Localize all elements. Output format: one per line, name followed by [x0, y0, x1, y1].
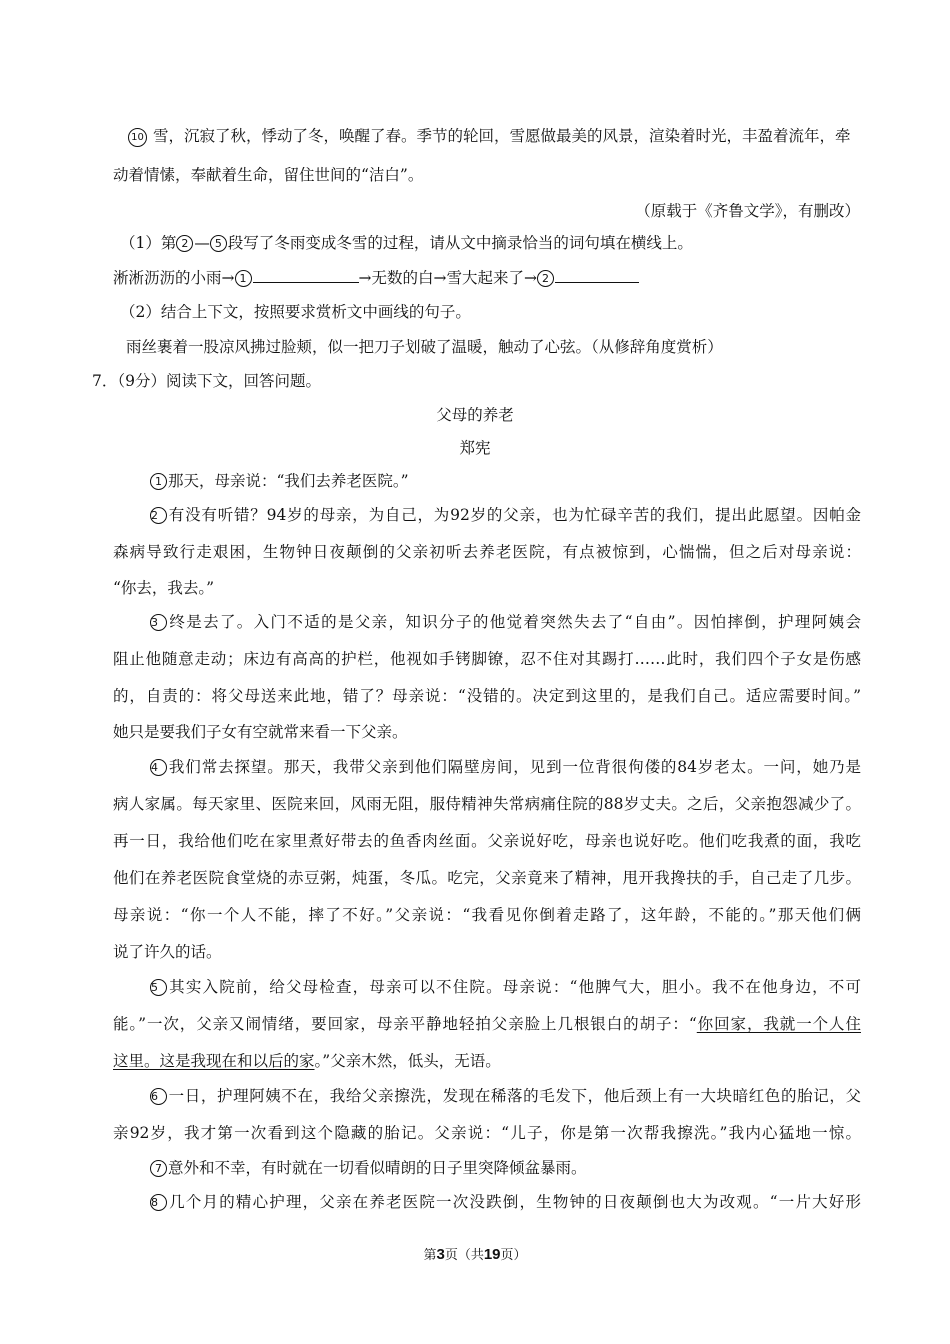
article-para-3-line-2: 阻止他随意走动；床边有高高的护栏，他视如手铐脚镣，忍不住对其踢打……此时，我们四个子女是伤感: [113, 650, 861, 668]
article-para-8-line-1: 8 几个月的精心护理，父亲在养老医院一次没跌倒，生物钟的日夜颠倒也大为改观。“一片大好形: [151, 1193, 861, 1211]
article-para-4-line-3: 再一日，我给他们吃在家里煮好带去的鱼香肉丝面。父亲说好吃，母亲也说好吃。他们吃我煮的面，我吃: [113, 832, 861, 850]
underlined-sentence-cont: 这里。这是我现在和以后的家: [113, 1052, 315, 1070]
page-number: 3: [436, 1246, 445, 1263]
question-2-sentence: 雨丝裹着一股凉风拂过脸颊，似一把刀子划破了温暖，触动了心弦。（从修辞角度赏析）: [126, 338, 723, 356]
page-footer: 第3页（共19页）: [423, 1246, 527, 1263]
article-para-4-line-5: 母亲说：“你一个人不能，摔了不好。”父亲说：“我看见你倒着走路了，这年龄，不能的。”那天他们俩: [113, 906, 861, 924]
answer-blank-2-marker: 2: [537, 270, 554, 287]
answer-blank-1[interactable]: [253, 268, 359, 283]
article-title: 父母的养老: [436, 406, 514, 424]
answer-blank-1-marker: 1: [235, 270, 252, 287]
source-note: （原载于《齐鲁文学》，有删改）: [635, 202, 860, 220]
article-para-6-line-2: 亲92岁，我才第一次看到这个隐藏的胎记。父亲说：“儿子，你是第一次帮我擦洗。”我内心猛地一惊。: [113, 1124, 861, 1142]
article-author: 郑宪: [459, 439, 491, 457]
article-para-2-line-2: 森病导致行走艰困，生物钟日夜颠倒的父亲初听去养老医院，有点被惊到，心惴惴，但之后对母亲说：: [113, 543, 861, 561]
article-para-5-line-1: 5 其实入院前，给父母检查，母亲可以不住院。母亲说：“他脾气大，胆小。我不在他身边，不可: [151, 978, 861, 996]
question-2: （2）结合上下文，按照要求赏析文中画线的句子。: [120, 303, 471, 321]
para-number-10: 10: [128, 128, 147, 147]
article-para-4-line-1: 4 我们常去探望。那天，我带父亲到他们隔壁房间，见到一位背很佝偻的84岁老太。一问，她乃是: [151, 758, 861, 776]
article-para-4-line-6: 说了许久的话。: [113, 943, 222, 961]
article-para-3-line-4: 她只是要我们子女有空就常来看一下父亲。: [113, 723, 408, 741]
article-para-5-line-3: 这里。这是我现在和以后的家。”父亲木然，低头，无语。: [113, 1052, 501, 1070]
article-para-7: 7 意外和不幸，有时就在一切看似晴朗的日子里突降倾盆暴雨。: [150, 1156, 587, 1178]
article-para-3-line-1: 3 终是去了。入门不适的是父亲，知识分子的他觉着突然失去了“自由”。因怕摔倒，护理阿姨会: [151, 613, 861, 631]
question-1: （1）第 2 — 5 段写了冬雨变成冬雪的过程，请从文中摘录恰当的词句填在横线上。: [120, 234, 693, 252]
article-para-4-line-4: 他们在养老医院食堂烧的赤豆粥，炖蛋，冬瓜。吃完，父亲竟来了精神，甩开我搀扶的手，自己走了几步。: [113, 869, 861, 887]
underlined-sentence: 你回家，我就一个人住: [696, 1015, 861, 1033]
article-para-6-line-1: 6 一日，护理阿姨不在，我给父亲擦洗，发现在稀落的毛发下，他后颈上有一大块暗红色的胎记，父: [151, 1087, 861, 1105]
para-10-line-2: 动着情愫，奉献着生命，留住世间的“洁白”。: [113, 166, 424, 184]
article-para-4-line-2: 病人家属。每天家里、医院来回，风雨无阻，服侍精神失常病痛住院的88岁丈夫。之后，父亲抱怨减少了。: [113, 795, 861, 813]
page-total: 19: [483, 1246, 501, 1263]
answer-blank-2[interactable]: [555, 268, 639, 283]
article-para-2-line-3: “你去，我去。”: [113, 579, 215, 597]
article-para-5-line-2: 能。”一次，父亲又闹情绪，要回家，母亲平静地轻拍父亲脸上几根银白的胡子：“你回家，我就一个人住: [113, 1015, 861, 1033]
question-1-flow: 淅淅沥沥的小雨→ 1 →无数的白→雪大起来了→ 2: [113, 266, 639, 288]
article-para-1: 1 那天，母亲说：“我们去养老医院。”: [150, 469, 409, 491]
question-7-intro: 7．（9分）阅读下文，回答问题。: [92, 372, 321, 390]
article-para-2-line-1: 2 有没有听错？94岁的母亲，为自己，为92岁的父亲，也为忙碌辛苦的我们，提出此愿望。因帕金: [151, 506, 861, 524]
para-10-line-1: 10 雪，沉寂了秋，悸动了冬，唤醒了春。季节的轮回，雪愿做最美的风景，渲染着时光，丰盈着流年，牵: [128, 124, 861, 147]
article-para-3-line-3: 的，自责的：将父母送来此地，错了？母亲说：“没错的。决定到这里的，是我们自己。适应需要时间。”: [113, 687, 861, 705]
